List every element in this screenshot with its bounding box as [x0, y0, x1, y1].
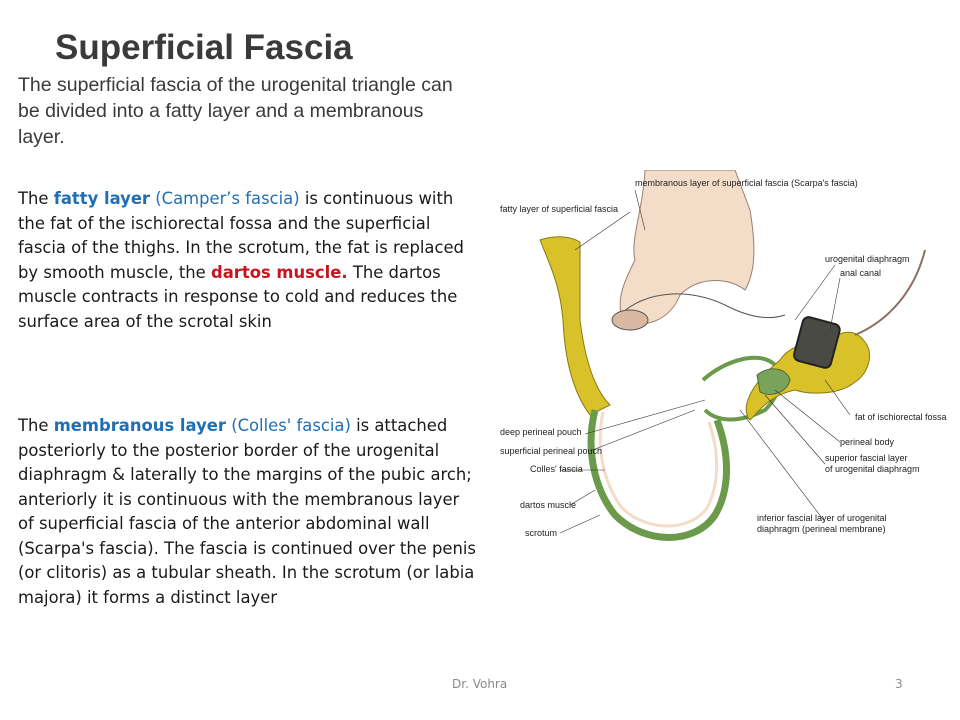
scrotum-inner	[600, 412, 716, 526]
label-dartos-muscle: dartos muscle	[520, 500, 577, 510]
fatty-layer-paragraph	[18, 187, 476, 334]
perineum-diagram	[495, 170, 955, 590]
p2-text: is attached posteriorly to the posterior border of the urogenital diaphragm & laterally to the margins of the pubic arch; anteriorly it is continuous with the membranous layer of superficial fascia of the anterior abdominal wall (Scarpa's fascia). The fascia is continued over the penis (or clitoris) as a tubular sheath. In the scrotum (or labia majora) it forms a distinct layer	[18, 416, 476, 607]
label-superior-fascial-1: superior fascial layer	[825, 453, 908, 463]
label-superficial-perineal-pouch: superficial perineal pouch	[500, 446, 603, 456]
dartos-muscle-term: dartos muscle.	[210, 262, 348, 282]
footer-author: Dr. Vohra	[452, 677, 508, 691]
colles-fascia-term: (Colles' fascia)	[225, 416, 351, 435]
membranous-layer-term: membranous layer	[53, 416, 226, 435]
label-urogenital-diaphragm: urogenital diaphragm	[825, 254, 910, 264]
label-perineal-body: perineal body	[840, 437, 895, 447]
label-membranous-layer: membranous layer of superficial fascia (Scarpa's fascia)	[635, 178, 858, 188]
membranous-layer-paragraph	[18, 414, 476, 610]
fatty-layer-term: fatty layer	[53, 189, 151, 208]
label-inferior-fascial-2: diaphragm (perineal membrane)	[757, 524, 886, 534]
p1-lead: The	[18, 189, 54, 208]
label-deep-perineal-pouch: deep perineal pouch	[500, 427, 582, 437]
campers-fascia-term: (Camper’s fascia)	[150, 189, 300, 208]
label-inferior-fascial-1: inferior fascial layer of urogenital	[757, 513, 887, 523]
label-fat-ischiorectal: fat of ischiorectal fossa	[855, 412, 947, 422]
label-colles-fascia: Colles' fascia	[530, 464, 583, 474]
p2-lead: The	[18, 416, 54, 435]
slide-title: Superficial Fascia	[55, 28, 353, 67]
intro-text: The superficial fascia of the urogenital triangle can be divided into a fatty layer and a membranous layer.	[18, 74, 453, 148]
label-fatty-layer: fatty layer of superficial fascia	[500, 204, 619, 214]
scrotum-outline	[591, 410, 726, 538]
fatty-layer-shape	[540, 237, 610, 415]
label-superior-fascial-2: of urogenital diaphragm	[825, 464, 920, 474]
p1-text-2: The dartos muscle contracts in response to cold and reduces the surface area of the scrotal skin	[18, 262, 458, 331]
label-anal-canal: anal canal	[840, 268, 882, 278]
label-scrotum: scrotum	[525, 528, 558, 538]
p1-text-1: is continuous with the fat of the ischiorectal fossa and the superficial fascia of the thighs. In the scrotum, the fat is replaced by smooth muscle, the	[18, 189, 464, 282]
penis-tip	[612, 310, 648, 330]
page-number: 3	[895, 677, 903, 691]
